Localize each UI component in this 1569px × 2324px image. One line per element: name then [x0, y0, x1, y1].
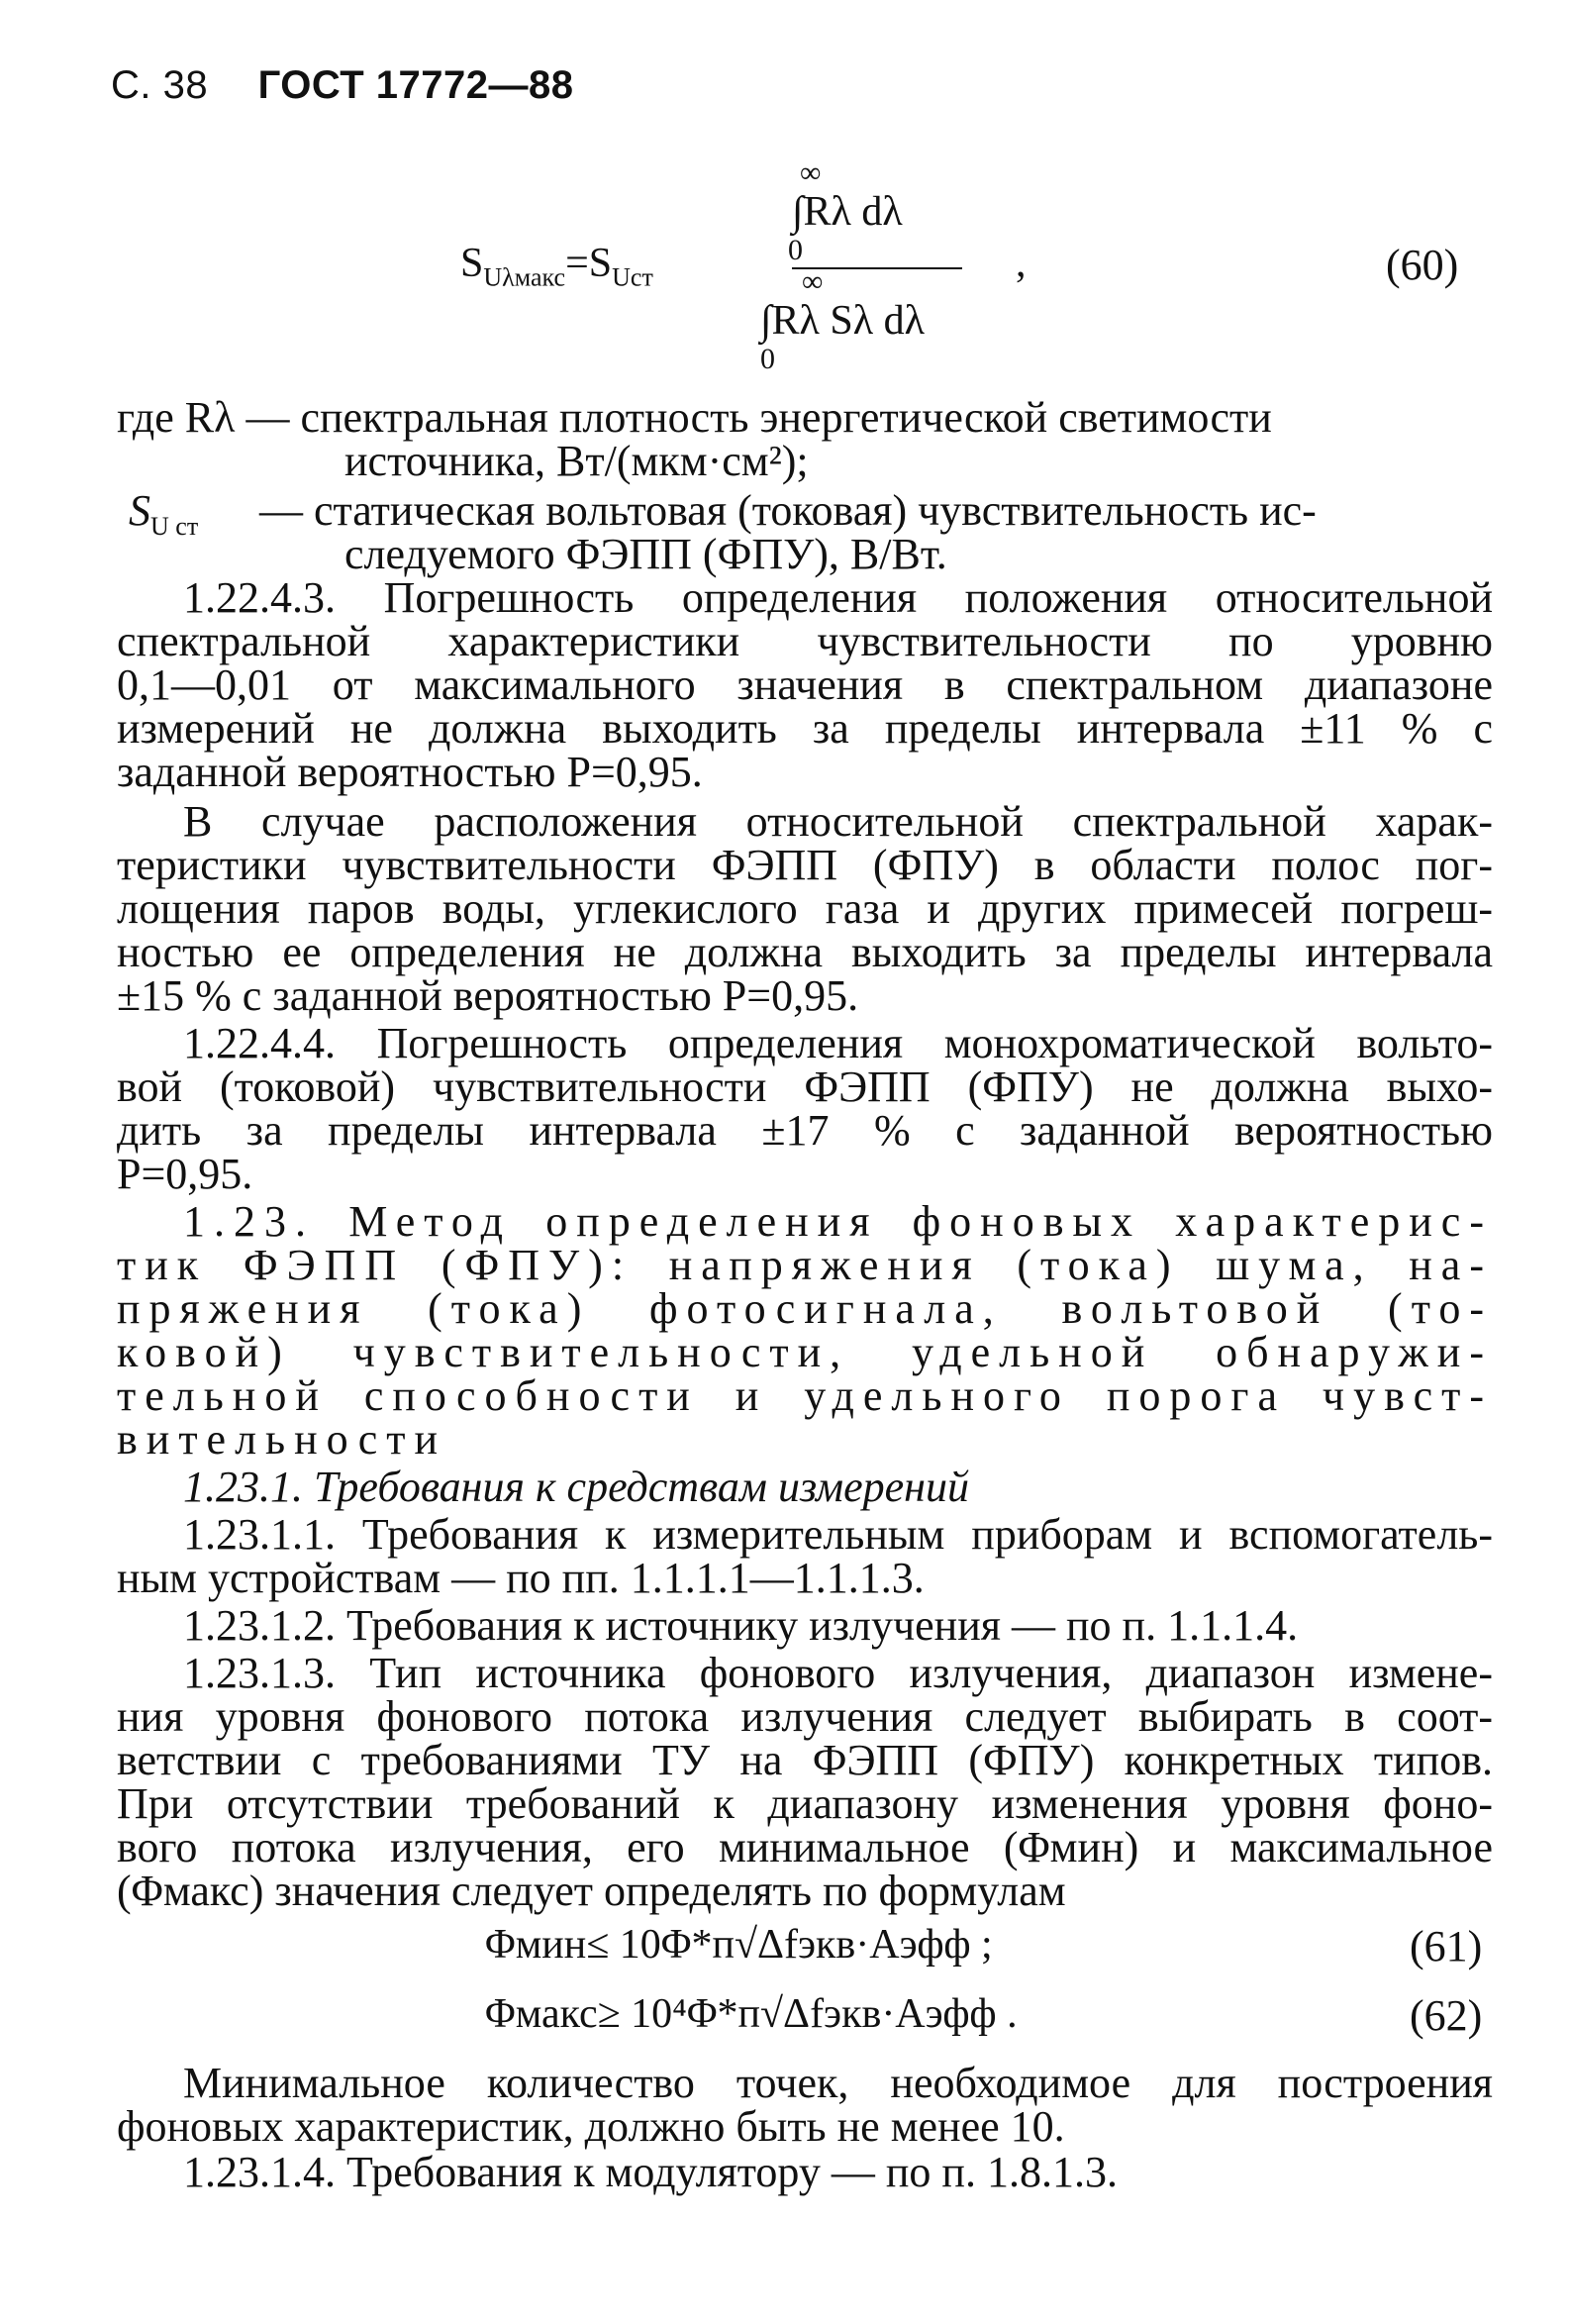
section-heading-line: тик ФЭПП (ФПУ): напряжения (тока) шума, на-: [117, 1241, 1493, 1289]
text-line: Минимальное количество точек, необходимое для построения: [183, 2059, 1493, 2107]
text-line: 1.23.1.4. Требования к модулятору — по п. 1.8.1.3.: [183, 2148, 1118, 2196]
formula-number-60: (60): [1386, 241, 1459, 289]
section-heading-line: вительности: [117, 1415, 447, 1464]
text-line: ветствии с требованиями ТУ на ФЭПП (ФПУ) конкретных типов.: [117, 1736, 1493, 1784]
formula-comma: ,: [1016, 241, 1027, 286]
text-line: 0,1—0,01 от максимального значения в спектральном диапазоне: [117, 660, 1493, 709]
formula-61: Φмин≤ 10Φ*п√Δfэкв·Aэфф ;: [485, 1922, 993, 1968]
text-line: вого потока излучения, его минимальное (Φмин) и максимальное: [117, 1823, 1493, 1871]
text-line: ния уровня фонового потока излучения следует выбирать в соот-: [117, 1692, 1493, 1741]
section-heading-line: тельной способности и удельного порога чувст-: [117, 1371, 1493, 1420]
section-heading-line: 1.23. Метод определения фоновых характерис-: [183, 1197, 1493, 1246]
text-line: спектральной характеристики чувствительности по уровню: [117, 617, 1493, 665]
page-header: [111, 61, 574, 108]
text-line: 1.22.4.4. Погрешность определения монохроматической вольто-: [183, 1019, 1493, 1067]
section-heading-line: пряжения (тока) фотосигнала, вольтовой (то-: [117, 1284, 1493, 1333]
standard-title: ГОСТ 17772—88: [257, 63, 574, 107]
text-line: измерений не должна выходить за пределы интервала ±11 % с: [117, 704, 1493, 753]
integral-lower-limit-2: 0: [760, 343, 775, 375]
definition-s-symbol: $S_{U ст}$: [129, 486, 199, 541]
formula-number-62: (62): [1410, 1991, 1483, 2040]
text-line: 1.23.1.2. Требования к источнику излучения — по п. 1.1.1.4.: [183, 1601, 1299, 1650]
definition-s-cont: следуемого ФЭПП (ФПУ), В/Вт.: [344, 530, 947, 578]
integral-upper-limit-2: ∞: [802, 265, 824, 298]
text-line: 1.22.4.3. Погрешность определения положения относительной: [183, 573, 1493, 622]
formula-denominator: ∫Rλ Sλ dλ: [760, 298, 925, 344]
definition-r-lambda-cont: источника, Вт/(мкм·см²);: [344, 437, 809, 485]
formula-number-61: (61): [1410, 1922, 1483, 1970]
section-heading-line: ковой) чувствительности, удельной обнаружи-: [117, 1328, 1493, 1376]
text-line: теристики чувствительности ФЭПП (ФПУ) в области полос пог-: [117, 841, 1493, 889]
definition-s: — статическая вольтовая (токовая) чувствительность ис-: [259, 486, 1317, 535]
text-line: вой (токовой) чувствительности ФЭПП (ФПУ) не должна выхо-: [117, 1062, 1493, 1111]
text-line: дить за пределы интервала ±17 % с заданной вероятностью: [117, 1106, 1493, 1155]
subsection-heading: 1.23.1. Требования к средствам измерений: [183, 1463, 969, 1511]
integral-upper-limit: ∞: [800, 156, 822, 189]
text-line: ностью ее определения не должна выходить за пределы интервала: [117, 928, 1493, 976]
text-line: заданной вероятностью P=0,95.: [117, 748, 703, 796]
text-line: лощения паров воды, углекислого газа и других примесей погреш-: [117, 884, 1493, 933]
text-line: ±15 % с заданной вероятностью P=0,95.: [117, 971, 859, 1020]
definition-r-lambda: где Rλ — спектральная плотность энергетической светимости: [117, 393, 1272, 442]
text-line: ным устройствам — по пп. 1.1.1.1—1.1.1.3.: [117, 1554, 925, 1602]
text-line: 1.23.1.3. Тип источника фонового излучения, диапазон измене-: [183, 1649, 1493, 1697]
text-line: P=0,95.: [117, 1150, 253, 1198]
text-line: фоновых характеристик, должно быть не менее 10.: [117, 2102, 1065, 2151]
formula-62: Φмакс≥ 10⁴Φ*п√Δfэкв·Aэфф .: [485, 1991, 1018, 2037]
text-line: При отсутствии требований к диапазону изменения уровня фоно-: [117, 1779, 1493, 1828]
text-line: (Φмакс) значения следует определять по формулам: [117, 1867, 1066, 1915]
formula-numerator: ∫Rλ dλ: [792, 189, 903, 235]
page-number: С. 38: [111, 63, 209, 107]
text-line: 1.23.1.1. Требования к измерительным приборам и вспомогатель-: [183, 1510, 1493, 1559]
integral-lower-limit: 0: [788, 234, 803, 266]
text-line: В случае расположения относительной спектральной харак-: [183, 797, 1493, 846]
formula-lhs: $S_{U\lambda макс}=S_{Uст}$: [460, 241, 653, 292]
